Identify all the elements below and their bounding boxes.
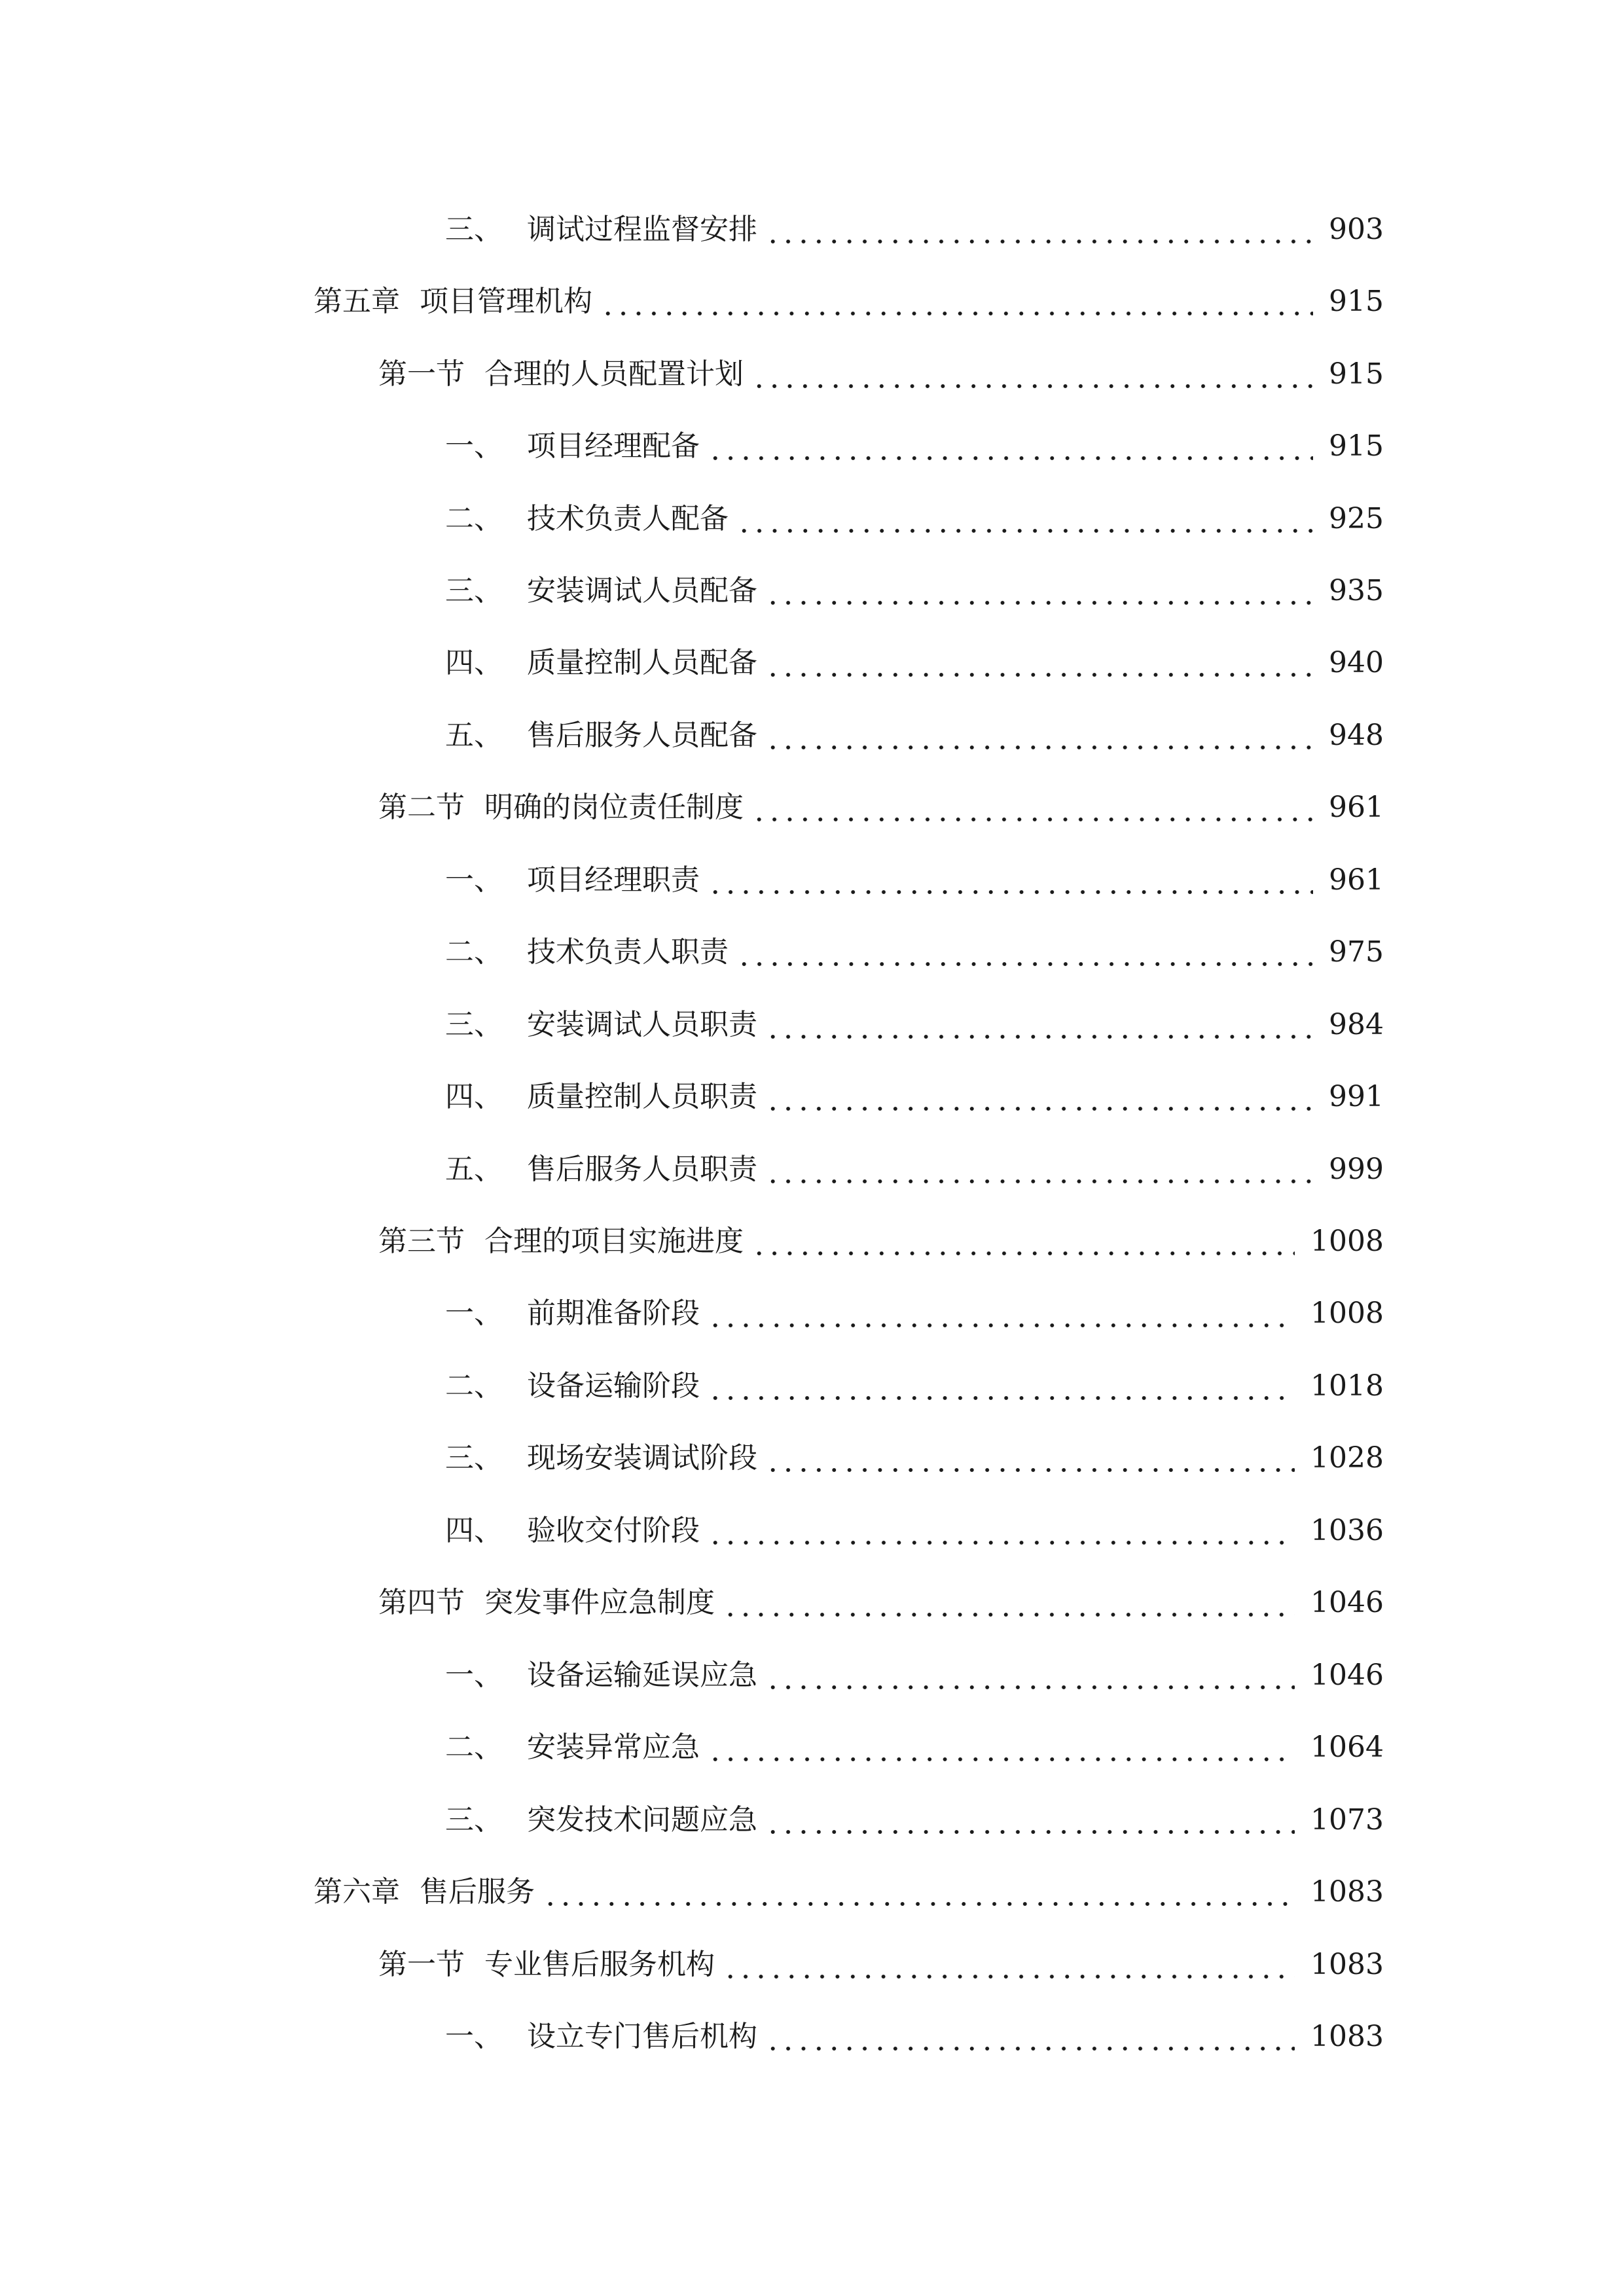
- toc-entry-page-number: 940: [1329, 646, 1384, 679]
- toc-entry-number: 一、: [445, 1659, 503, 1692]
- toc-entry-title: 项目管理机构: [420, 285, 592, 318]
- chapter-label: 第六章: [314, 1875, 400, 1909]
- toc-entry[interactable]: [445, 1648, 1384, 1703]
- toc-entry-title: 验收交付阶段: [527, 1514, 700, 1547]
- toc-entry-title: 项目经理配备: [527, 429, 700, 463]
- toc-entry-title: 设备运输阶段: [527, 1369, 700, 1403]
- toc-entry-page-number: 915: [1329, 429, 1384, 463]
- section-label: 第三节: [378, 1225, 465, 1258]
- toc-entry-title: 突发事件应急制度: [484, 1586, 715, 1619]
- toc-entry[interactable]: [445, 997, 1384, 1052]
- toc-entry-number: 四、: [445, 1080, 503, 1113]
- toc-entry[interactable]: [445, 853, 1384, 908]
- toc-chapter-entry[interactable]: [314, 1865, 1384, 1920]
- toc-entry-page-number: 1028: [1310, 1441, 1384, 1475]
- dot-leader: [751, 1214, 1295, 1269]
- dot-leader: [751, 780, 1313, 835]
- dot-leader: [736, 492, 1313, 547]
- toc-entry-page-number: 1073: [1310, 1803, 1384, 1837]
- toc-section-entry[interactable]: [378, 1575, 1384, 1630]
- toc-entry[interactable]: [445, 708, 1384, 763]
- toc-entry-number: 五、: [445, 1153, 503, 1186]
- toc-entry[interactable]: [445, 1720, 1384, 1775]
- toc-entry-page-number: 1008: [1310, 1225, 1384, 1258]
- dot-leader: [765, 1648, 1295, 1703]
- toc-entry[interactable]: [445, 564, 1384, 619]
- toc-entry-page-number: 935: [1329, 574, 1384, 607]
- toc-entry-title: 现场安装调试阶段: [527, 1441, 757, 1475]
- toc-section-entry[interactable]: [378, 1214, 1384, 1269]
- dot-leader: [765, 202, 1313, 257]
- toc-entry[interactable]: [445, 1793, 1384, 1848]
- toc-entry-page-number: 1083: [1310, 1875, 1384, 1909]
- dot-leader: [765, 1793, 1295, 1848]
- toc-entry-title: 技术负责人职责: [527, 935, 729, 969]
- dot-leader: [600, 274, 1313, 329]
- toc-entry-page-number: 961: [1329, 791, 1384, 824]
- toc-entry-title: 质量控制人员职责: [527, 1080, 757, 1113]
- toc-entry-number: 三、: [445, 213, 503, 246]
- toc-entry-title: 安装异常应急: [527, 1731, 700, 1764]
- toc-entry[interactable]: [445, 1142, 1384, 1197]
- dot-leader: [708, 1503, 1295, 1558]
- toc-entry-title: 突发技术问题应急: [527, 1803, 757, 1837]
- toc-entry-page-number: 1046: [1310, 1586, 1384, 1619]
- dot-leader: [751, 347, 1313, 402]
- toc-entry-number: 三、: [445, 1008, 503, 1041]
- dot-leader: [765, 708, 1313, 763]
- toc-entry-page-number: 948: [1329, 719, 1384, 752]
- toc-entry-page-number: 991: [1329, 1080, 1384, 1113]
- toc-entry-number: 三、: [445, 1441, 503, 1475]
- toc-entry-number: 二、: [445, 935, 503, 969]
- toc-entry-page-number: 975: [1329, 935, 1384, 969]
- toc-entry-number: 二、: [445, 1731, 503, 1764]
- dot-leader: [765, 564, 1313, 619]
- dot-leader: [708, 853, 1313, 908]
- toc-entry-title: 售后服务人员配备: [527, 719, 757, 752]
- toc-entry[interactable]: [445, 2009, 1384, 2064]
- toc-entry-title: 明确的岗位责任制度: [484, 791, 744, 824]
- dot-leader: [736, 925, 1313, 980]
- toc-entry-number: 一、: [445, 429, 503, 463]
- dot-leader: [765, 1069, 1313, 1124]
- dot-leader: [708, 1359, 1295, 1414]
- toc-entry-page-number: 1083: [1310, 1948, 1384, 1981]
- dot-leader: [708, 1720, 1295, 1775]
- toc-entry-title: 合理的项目实施进度: [484, 1225, 744, 1258]
- toc-entry-page-number: 961: [1329, 863, 1384, 897]
- toc-entry-number: 一、: [445, 1297, 503, 1330]
- toc-entry-number: 二、: [445, 502, 503, 535]
- toc-section-entry[interactable]: [378, 780, 1384, 835]
- toc-entry-title: 设备运输延误应急: [527, 1659, 757, 1692]
- toc-entry-number: 三、: [445, 574, 503, 607]
- toc-section-entry[interactable]: [378, 1937, 1384, 1992]
- toc-entry[interactable]: [445, 419, 1384, 474]
- dot-leader: [765, 1431, 1295, 1486]
- toc-entry-number: 四、: [445, 646, 503, 679]
- toc-entry-page-number: 903: [1329, 213, 1384, 246]
- toc-entry-number: 二、: [445, 1369, 503, 1403]
- toc-entry-number: 四、: [445, 1514, 503, 1547]
- dot-leader: [765, 636, 1313, 691]
- toc-entry-page-number: 1064: [1310, 1731, 1384, 1764]
- toc-chapter-entry[interactable]: [314, 274, 1384, 329]
- toc-entry[interactable]: [445, 925, 1384, 980]
- toc-entry-title: 专业售后服务机构: [484, 1948, 715, 1981]
- toc-entry-number: 一、: [445, 2020, 503, 2053]
- toc-entry[interactable]: [445, 636, 1384, 691]
- toc-entry-title: 安装调试人员职责: [527, 1008, 757, 1041]
- toc-entry[interactable]: [445, 202, 1384, 257]
- dot-leader: [765, 2009, 1295, 2064]
- section-label: 第一节: [378, 1948, 465, 1981]
- toc-entry-title: 设立专门售后机构: [527, 2020, 757, 2053]
- toc-entry-page-number: 1046: [1310, 1659, 1384, 1692]
- toc-entry-title: 售后服务人员职责: [527, 1153, 757, 1186]
- toc-entry[interactable]: [445, 1431, 1384, 1486]
- toc-entry-title: 调试过程监督安排: [527, 213, 757, 246]
- toc-entry-number: 三、: [445, 1803, 503, 1837]
- toc-entry-title: 合理的人员配置计划: [484, 357, 744, 391]
- toc-entry-page-number: 1018: [1310, 1369, 1384, 1403]
- toc-entry-number: 五、: [445, 719, 503, 752]
- toc-entry-page-number: 915: [1329, 357, 1384, 391]
- dot-leader: [723, 1575, 1295, 1630]
- dot-leader: [708, 1286, 1295, 1341]
- dot-leader: [765, 997, 1313, 1052]
- toc-entry-title: 技术负责人配备: [527, 502, 729, 535]
- section-label: 第一节: [378, 357, 465, 391]
- toc-entry[interactable]: [445, 1503, 1384, 1558]
- toc-entry[interactable]: [445, 1286, 1384, 1341]
- toc-entry[interactable]: [445, 1359, 1384, 1414]
- dot-leader: [708, 419, 1313, 474]
- toc-entry-title: 安装调试人员配备: [527, 574, 757, 607]
- toc-entry-page-number: 984: [1329, 1008, 1384, 1041]
- section-label: 第四节: [378, 1586, 465, 1619]
- dot-leader: [543, 1865, 1295, 1920]
- toc-entry-page-number: 999: [1329, 1153, 1384, 1186]
- toc-entry-title: 前期准备阶段: [527, 1297, 700, 1330]
- toc-entry-page-number: 1036: [1310, 1514, 1384, 1547]
- toc-entry-title: 项目经理职责: [527, 863, 700, 897]
- toc-entry-page-number: 925: [1329, 502, 1384, 535]
- toc-entry-page-number: 1008: [1310, 1297, 1384, 1330]
- toc-section-entry[interactable]: [378, 347, 1384, 402]
- toc-entry-title: 售后服务: [420, 1875, 535, 1909]
- toc-entry-title: 质量控制人员配备: [527, 646, 757, 679]
- toc-entry-page-number: 915: [1329, 285, 1384, 318]
- toc-entry-number: 一、: [445, 863, 503, 897]
- toc-entry[interactable]: [445, 492, 1384, 547]
- chapter-label: 第五章: [314, 285, 400, 318]
- toc-entry[interactable]: [445, 1069, 1384, 1124]
- section-label: 第二节: [378, 791, 465, 824]
- dot-leader: [765, 1142, 1313, 1197]
- toc-entry-page-number: 1083: [1310, 2020, 1384, 2053]
- dot-leader: [723, 1937, 1295, 1992]
